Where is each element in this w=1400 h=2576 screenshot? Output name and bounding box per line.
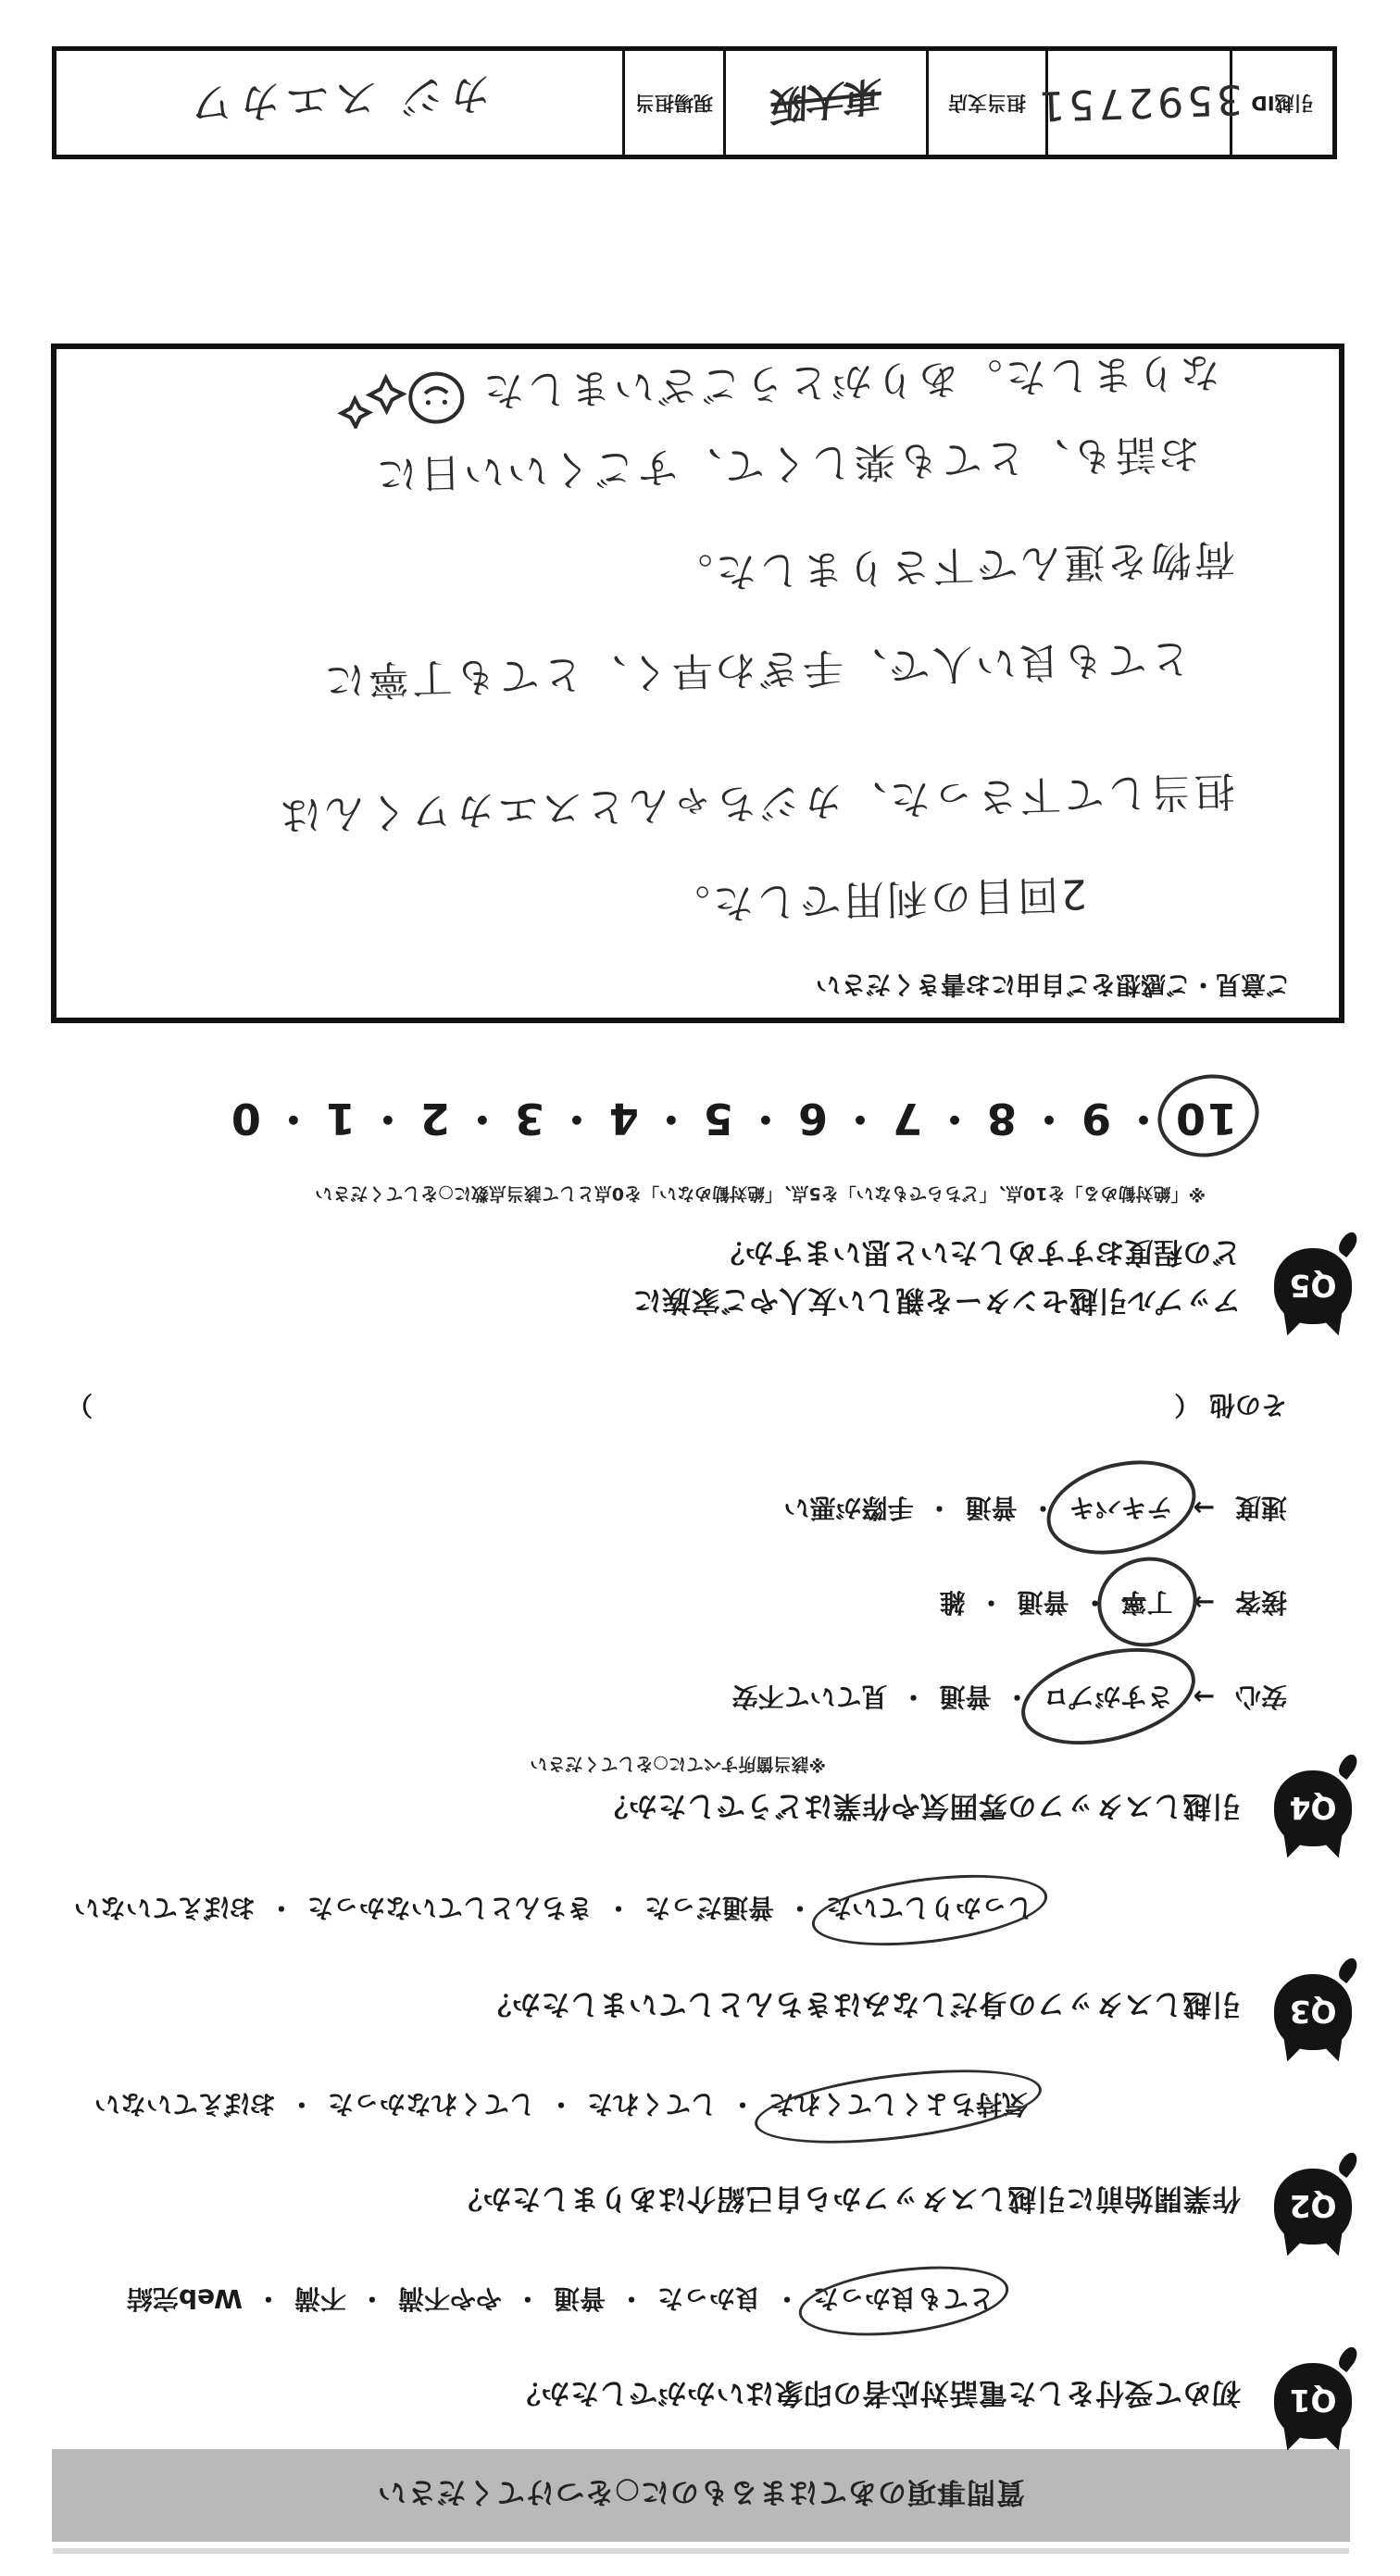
comment-line-1: 2回目の利用でした。	[666, 869, 1088, 928]
id-value-cell	[1034, 51, 1244, 155]
score-8: 8	[984, 1094, 1017, 1144]
q3-option-3: きちんとしていなかった	[306, 1893, 593, 1923]
q2-question-text: 作業開始前に引越しスタッフから自己紹介はありましたか？	[453, 2182, 1241, 2215]
q4-row-anshin: 安心→さすがプロ・普通・見ていて不安	[731, 1680, 1287, 1717]
score-0: 0	[229, 1094, 261, 1144]
comment-line-6-text: なりました。ありがとうございました	[480, 347, 1221, 415]
q4-badge-label: Q4	[1289, 1790, 1337, 1827]
smiley-face-doodle	[328, 358, 469, 430]
id-handwritten-value: 3592751	[1034, 75, 1244, 131]
q4-row1-circled	[1044, 1680, 1173, 1717]
q5-question-line1: アップル引越センターを親しい友人やご家族に	[632, 1283, 1241, 1317]
score-5: 5	[701, 1094, 733, 1144]
header-id-table	[52, 46, 1337, 159]
other-open-paren: （	[1174, 1390, 1201, 1420]
score-6: 6	[795, 1094, 828, 1144]
q4-row1-option1: さすがプロ	[1043, 1682, 1173, 1712]
q3-question-text: 引越しスタッフの身だしなみはきちんとしていましたか？	[482, 1987, 1241, 2020]
q5-score-scale: 10・9・8・7・6・5・4・3・2・1・0	[229, 1094, 1237, 1144]
score-4: 4	[606, 1094, 639, 1144]
other-text: その他	[1208, 1390, 1287, 1420]
score-2: 2	[418, 1094, 450, 1144]
q1-question-text: 初めて受付をした電話対応者の印象はいかがでしたか？	[511, 2376, 1241, 2409]
scan-edge-line	[53, 2548, 1349, 2554]
score-1: 1	[323, 1094, 356, 1144]
survey-title-bar	[52, 2449, 1350, 2542]
q3-badge-label: Q3	[1289, 1994, 1337, 2031]
q2-option-1: 気持ちよくしてくれた	[768, 2089, 1028, 2120]
q1-badge-label: Q1	[1289, 2382, 1337, 2420]
q1-option-1: とても良かった	[812, 2283, 994, 2314]
q4-question-text: 引越しスタッフの雰囲気や作業はどうでしたか？	[599, 1789, 1241, 1822]
q1-option-4: やや不満	[397, 2283, 502, 2314]
q3-options: しっかりしていた・普通だった・きちんとしていなかった・おぼえていない	[74, 1891, 1033, 1928]
q3-badge	[1274, 1974, 1352, 2050]
q4-row3-option3: 手際が悪い	[783, 1493, 914, 1523]
staff-label-cell	[625, 51, 726, 155]
staff-label: 現場担当	[635, 92, 713, 115]
other-close-paren: ）	[67, 1390, 94, 1420]
q1-option-6: Web完結	[126, 2283, 243, 2314]
q2-option-2: してくれた	[586, 2089, 717, 2120]
q1-circled-option	[813, 2282, 994, 2319]
q3-circled-option	[826, 1891, 1033, 1928]
comment-line-4: 荷物を運んで下さりました。	[669, 534, 1236, 596]
id-label-cell	[1232, 51, 1332, 155]
q4-row-sekkyaku: 接客→丁寧・普通・雑	[939, 1585, 1287, 1622]
q1-options: とても良かった・良かった・普通・やや不満・不満・Web完結	[127, 2282, 994, 2319]
q2-circled-option	[769, 2087, 1028, 2124]
q4-row1-category: 安心	[1234, 1682, 1287, 1712]
q4-row2-category: 接客	[1234, 1587, 1287, 1618]
q4-other-line	[67, 1388, 1287, 1425]
q3-option-2: 普通だった	[644, 1893, 774, 1923]
q5-circled-score	[1174, 1094, 1237, 1144]
score-9: 9	[1079, 1094, 1111, 1144]
q4-row3-option2: 普通	[965, 1493, 1018, 1523]
staff-value-cell	[56, 51, 625, 155]
q4-row1-option3: 見ていて不安	[731, 1682, 888, 1712]
score-10: 10	[1173, 1094, 1237, 1144]
id-label: 引越ID	[1251, 92, 1314, 115]
q5-note: ※「絶対勧める」を10点、「どちらでもない」を5点、「絶対勧めない」を0点として該当点数に○をしてください	[315, 1183, 1206, 1204]
q3-option-1: しっかりしていた	[825, 1893, 1033, 1923]
comment-line-2: 担当して下さった、カジちゃんとスエカワくんは	[277, 766, 1236, 839]
q4-row2-option1: 丁寧	[1120, 1587, 1173, 1618]
q3-option-4: おぼえていない	[73, 1893, 256, 1923]
survey-title-text: 質問事項のあてはまるものに○をつけてください	[376, 2475, 1026, 2509]
comment-box-title: ご意見・ご感想をご自由にお書きください	[816, 969, 1291, 998]
branch-handwritten-scribble: 東大阪	[769, 71, 882, 130]
arrow-icon: →	[1193, 1682, 1215, 1712]
q5-question-line2: どの程度おすすめしたいと思いますか？	[715, 1235, 1241, 1269]
branch-label: 担当支店	[948, 92, 1026, 115]
q4-note: ※該当箇所すべてに○をしてください	[530, 1754, 826, 1774]
q4-row3-category: 速度	[1234, 1493, 1287, 1523]
score-7: 7	[890, 1094, 922, 1144]
comment-line-3: とても良い人で、手ぎわ早く、とても丁寧に	[321, 633, 1192, 705]
staff-handwritten-names: カジ スエカワ	[184, 67, 494, 131]
q4-badge	[1274, 1770, 1352, 1846]
q4-row3-circled	[1069, 1491, 1173, 1528]
comment-line-5: お話も、とても楽しくて、すごくいい日に	[373, 429, 1201, 498]
arrow-icon: →	[1193, 1493, 1215, 1523]
comment-line-6	[328, 338, 1221, 429]
q1-option-2: 良かった	[656, 2283, 761, 2314]
q1-badge	[1274, 2363, 1352, 2439]
q4-row3-option1: テキパキ	[1069, 1493, 1173, 1523]
q4-row2-circled	[1121, 1585, 1173, 1622]
comment-box	[51, 344, 1344, 1023]
q1-option-3: 普通	[553, 2283, 606, 2314]
branch-label-cell	[929, 51, 1048, 155]
q4-other-label	[1174, 1388, 1287, 1425]
q2-option-3: してくれなかった	[327, 2089, 535, 2120]
q5-badge	[1274, 1248, 1352, 1324]
q2-options: 気持ちよくしてくれた・してくれた・してくれなかった・おぼえていない	[94, 2087, 1028, 2124]
q2-option-4: おぼえていない	[94, 2089, 276, 2120]
q4-row2-option2: 普通	[1017, 1587, 1069, 1618]
q4-row-sokudo: 速度→テキパキ・普通・手際が悪い	[783, 1491, 1287, 1528]
arrow-icon: →	[1193, 1587, 1215, 1618]
score-3: 3	[512, 1094, 544, 1144]
q4-row1-option2: 普通	[939, 1682, 992, 1712]
q2-badge	[1274, 2169, 1352, 2245]
q2-badge-label: Q2	[1289, 2188, 1337, 2225]
q4-row2-option3: 雑	[939, 1587, 966, 1618]
q1-option-5: 不満	[294, 2283, 346, 2314]
branch-value-cell	[726, 51, 929, 155]
q5-badge-label: Q5	[1289, 1268, 1337, 1305]
